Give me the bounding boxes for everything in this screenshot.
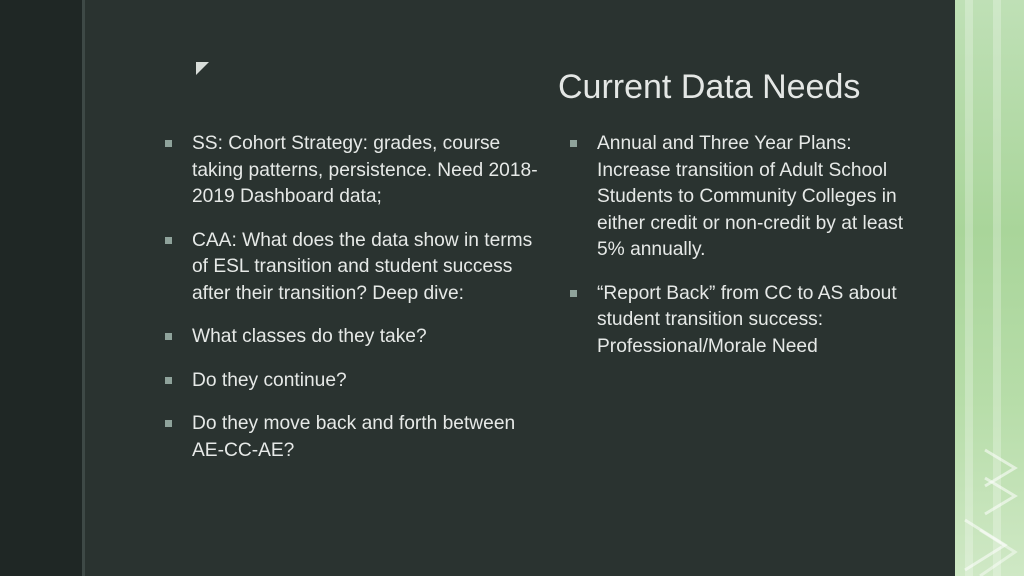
bullet-text: Do they continue? xyxy=(192,369,347,391)
left-bullet-list xyxy=(162,131,542,481)
bullet-item xyxy=(162,411,542,464)
square-bullet-icon xyxy=(165,377,172,384)
bullet-text: CAA: What does the data show in terms of ESL transition and student success after their transition? Deep dive: xyxy=(192,229,533,304)
square-bullet-icon xyxy=(165,333,172,340)
right-green-band xyxy=(955,0,1024,576)
square-bullet-icon xyxy=(165,237,172,244)
corner-triangle-icon xyxy=(196,62,209,75)
square-bullet-icon xyxy=(165,420,172,427)
bullet-item xyxy=(162,131,542,211)
bullet-item xyxy=(162,228,542,308)
left-dark-band xyxy=(0,0,82,576)
bullet-item xyxy=(567,281,907,361)
square-bullet-icon xyxy=(570,140,577,147)
bullet-text: “Report Back” from CC to AS about student transition success: Professional/Morale Need xyxy=(597,282,897,357)
square-bullet-icon xyxy=(570,290,577,297)
square-bullet-icon xyxy=(165,140,172,147)
bullet-text: Annual and Three Year Plans: Increase transition of Adult School Students to Community Colleges in either credit or non-credit by at least 5% annually. xyxy=(597,133,904,260)
left-divider-line xyxy=(82,0,85,576)
chevron-pattern-icon xyxy=(955,0,1024,576)
bullet-text: Do they move back and forth between AE-CC-AE? xyxy=(192,413,516,461)
right-bullet-list xyxy=(567,131,907,377)
bullet-item xyxy=(162,368,542,395)
bullet-item xyxy=(567,131,907,264)
slide-title: Current Data Needs xyxy=(558,68,861,106)
bullet-text: SS: Cohort Strategy: grades, course taking patterns, persistence. Need 2018-2019 Dashboard data; xyxy=(192,133,538,207)
bullet-text: What classes do they take? xyxy=(192,326,427,347)
bullet-item xyxy=(162,324,542,351)
